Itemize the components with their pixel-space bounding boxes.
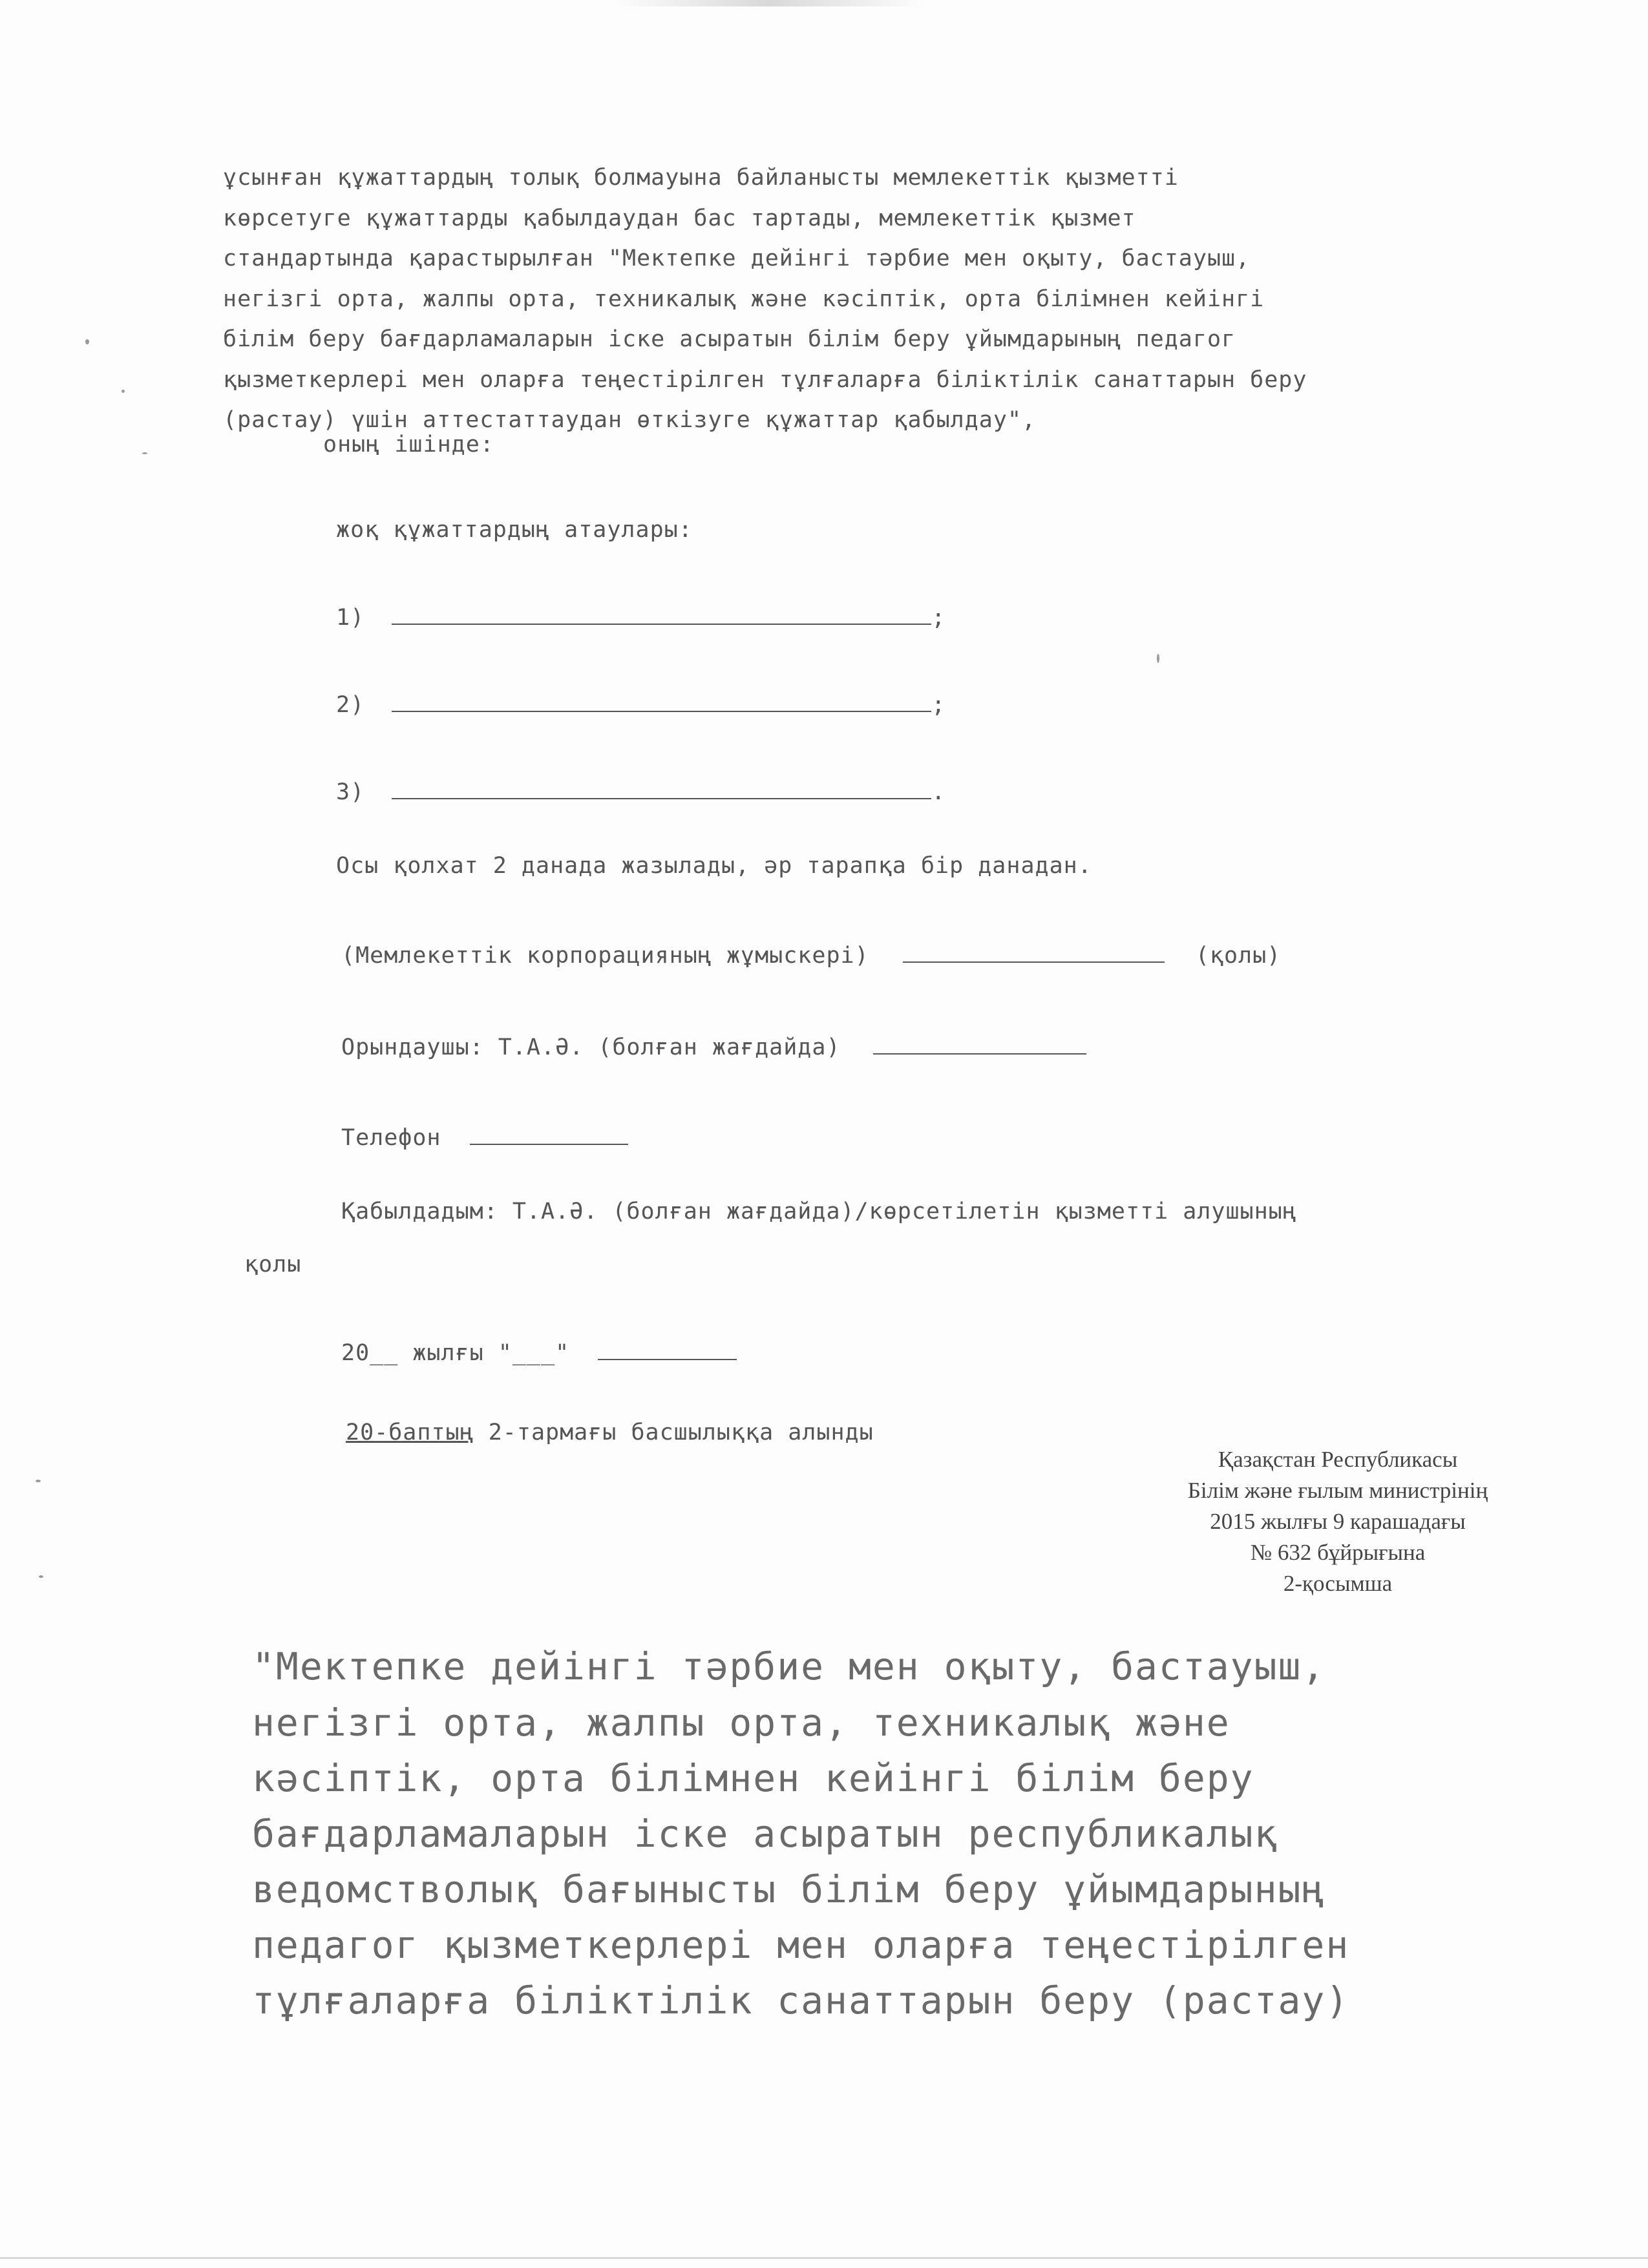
- phone-blank[interactable]: [470, 1124, 628, 1145]
- executor-label: Орындаушы: Т.А.Ә. (болған жағдайда): [341, 1034, 841, 1060]
- paragraph-line-4: негізгі орта, жалпы орта, техникалық және кәсіптік, орта білімнен кейінгі: [223, 286, 1265, 312]
- title-line-1: "Мектепке дейінгі тәрбие мен оқыту, бастауыш,: [252, 1644, 1326, 1688]
- paragraph-line-6: қызметкерлері мен оларға теңестірілген тұлғаларға біліктілік санаттарын беру: [223, 367, 1307, 393]
- phone-label: Телефон: [341, 1125, 441, 1151]
- missing-item-1: [336, 604, 945, 631]
- missing-item-number: 2): [336, 692, 365, 718]
- date-row: [341, 1339, 737, 1366]
- missing-item-2: [336, 691, 945, 718]
- scan-bottom-edge: [0, 2257, 1648, 2259]
- annex-line: № 632 бұйрығына: [1250, 1540, 1426, 1565]
- title-line-6: педагог қызметкерлері мен оларға теңестірілген: [252, 1923, 1350, 1967]
- date-prefix: 20__ жылғы "___": [341, 1340, 570, 1366]
- scan-speck: [142, 452, 147, 454]
- title-line-3: кәсіптік, орта білімнен кейінгі білім беру: [252, 1756, 1254, 1800]
- date-blank[interactable]: [598, 1339, 737, 1360]
- executor-row: [341, 1034, 1086, 1060]
- annex-line: Білім және ғылым министрінің: [1187, 1478, 1488, 1503]
- annex-heading: [1092, 1444, 1583, 1599]
- paragraph-line-1: ұсынған құжаттардың толық болмауына байланысты мемлекеттік қызметті: [223, 165, 1179, 191]
- missing-docs-label: жоқ құжаттардың атаулары:: [336, 517, 693, 543]
- phone-row: [341, 1124, 628, 1151]
- missing-item-end: .: [931, 779, 946, 805]
- title-line-2: негізгі орта, жалпы орта, техникалық және: [252, 1701, 1231, 1745]
- employee-label: (Мемлекеттік корпорацияның жұмыскері): [341, 943, 869, 969]
- title-line-5: ведомстволық бағынысты білім беру ұйымдарының: [252, 1867, 1326, 1911]
- annex-line: 2015 жылғы 9 карашадағы: [1210, 1509, 1466, 1534]
- scan-speck: [1157, 654, 1159, 663]
- amendment-row: [346, 1420, 874, 1445]
- missing-item-number: 3): [336, 779, 365, 805]
- copies-note: Осы қолхат 2 данада жазылады, әр тарапқа бір данадан.: [336, 853, 1092, 879]
- missing-item-blank[interactable]: [392, 779, 931, 799]
- title-line-7: тұлғаларға біліктілік санаттарын беру (растау): [252, 1979, 1350, 2022]
- including-label: оның ішінде:: [323, 432, 494, 457]
- received-tail: қолы: [244, 1252, 302, 1277]
- amendment-link[interactable]: 20-баптың: [346, 1420, 474, 1445]
- received-label: Қабылдадым: Т.А.Ә. (болған жағдайда)/көрсетілетін қызметті алушының: [341, 1199, 1297, 1224]
- missing-item-blank[interactable]: [392, 691, 931, 712]
- missing-item-number: 1): [336, 605, 365, 631]
- title-line-4: бағдарламаларын іске асыратын республикалық: [252, 1812, 1278, 1856]
- annex-line: Қазақстан Республикасы: [1218, 1447, 1458, 1472]
- missing-item-end: ;: [931, 605, 946, 631]
- employee-signature-row: [341, 942, 1281, 969]
- scan-speck: [39, 1575, 43, 1578]
- scan-speck: [121, 390, 125, 393]
- paragraph-line-3: стандартында қарастырылған "Мектепке дейінгі тәрбие мен оқыту, бастауыш,: [223, 246, 1251, 271]
- amendment-rest: 2-тармағы басшылыққа алынды: [474, 1420, 874, 1445]
- signature-label: (қолы): [1195, 943, 1282, 969]
- paragraph-line-5: білім беру бағдарламаларын іске асыратын білім беру ұйымдарының педагог: [223, 326, 1236, 352]
- paragraph-line-7: (растау) үшін аттестаттаудан өткізуге құжаттар қабылдау",: [223, 407, 1037, 433]
- employee-signature-blank[interactable]: [903, 942, 1165, 963]
- executor-blank[interactable]: [873, 1034, 1086, 1055]
- missing-item-end: ;: [931, 692, 946, 718]
- scan-smudge: [614, 0, 924, 6]
- missing-item-blank[interactable]: [392, 604, 931, 625]
- scan-speck: [85, 339, 89, 344]
- scan-speck: [36, 1480, 41, 1482]
- paragraph-line-2: көрсетуге құжаттарды қабылдаудан бас тартады, мемлекеттік қызмет: [223, 205, 1136, 231]
- annex-line: 2-қосымша: [1283, 1571, 1393, 1596]
- missing-item-3: [336, 779, 945, 805]
